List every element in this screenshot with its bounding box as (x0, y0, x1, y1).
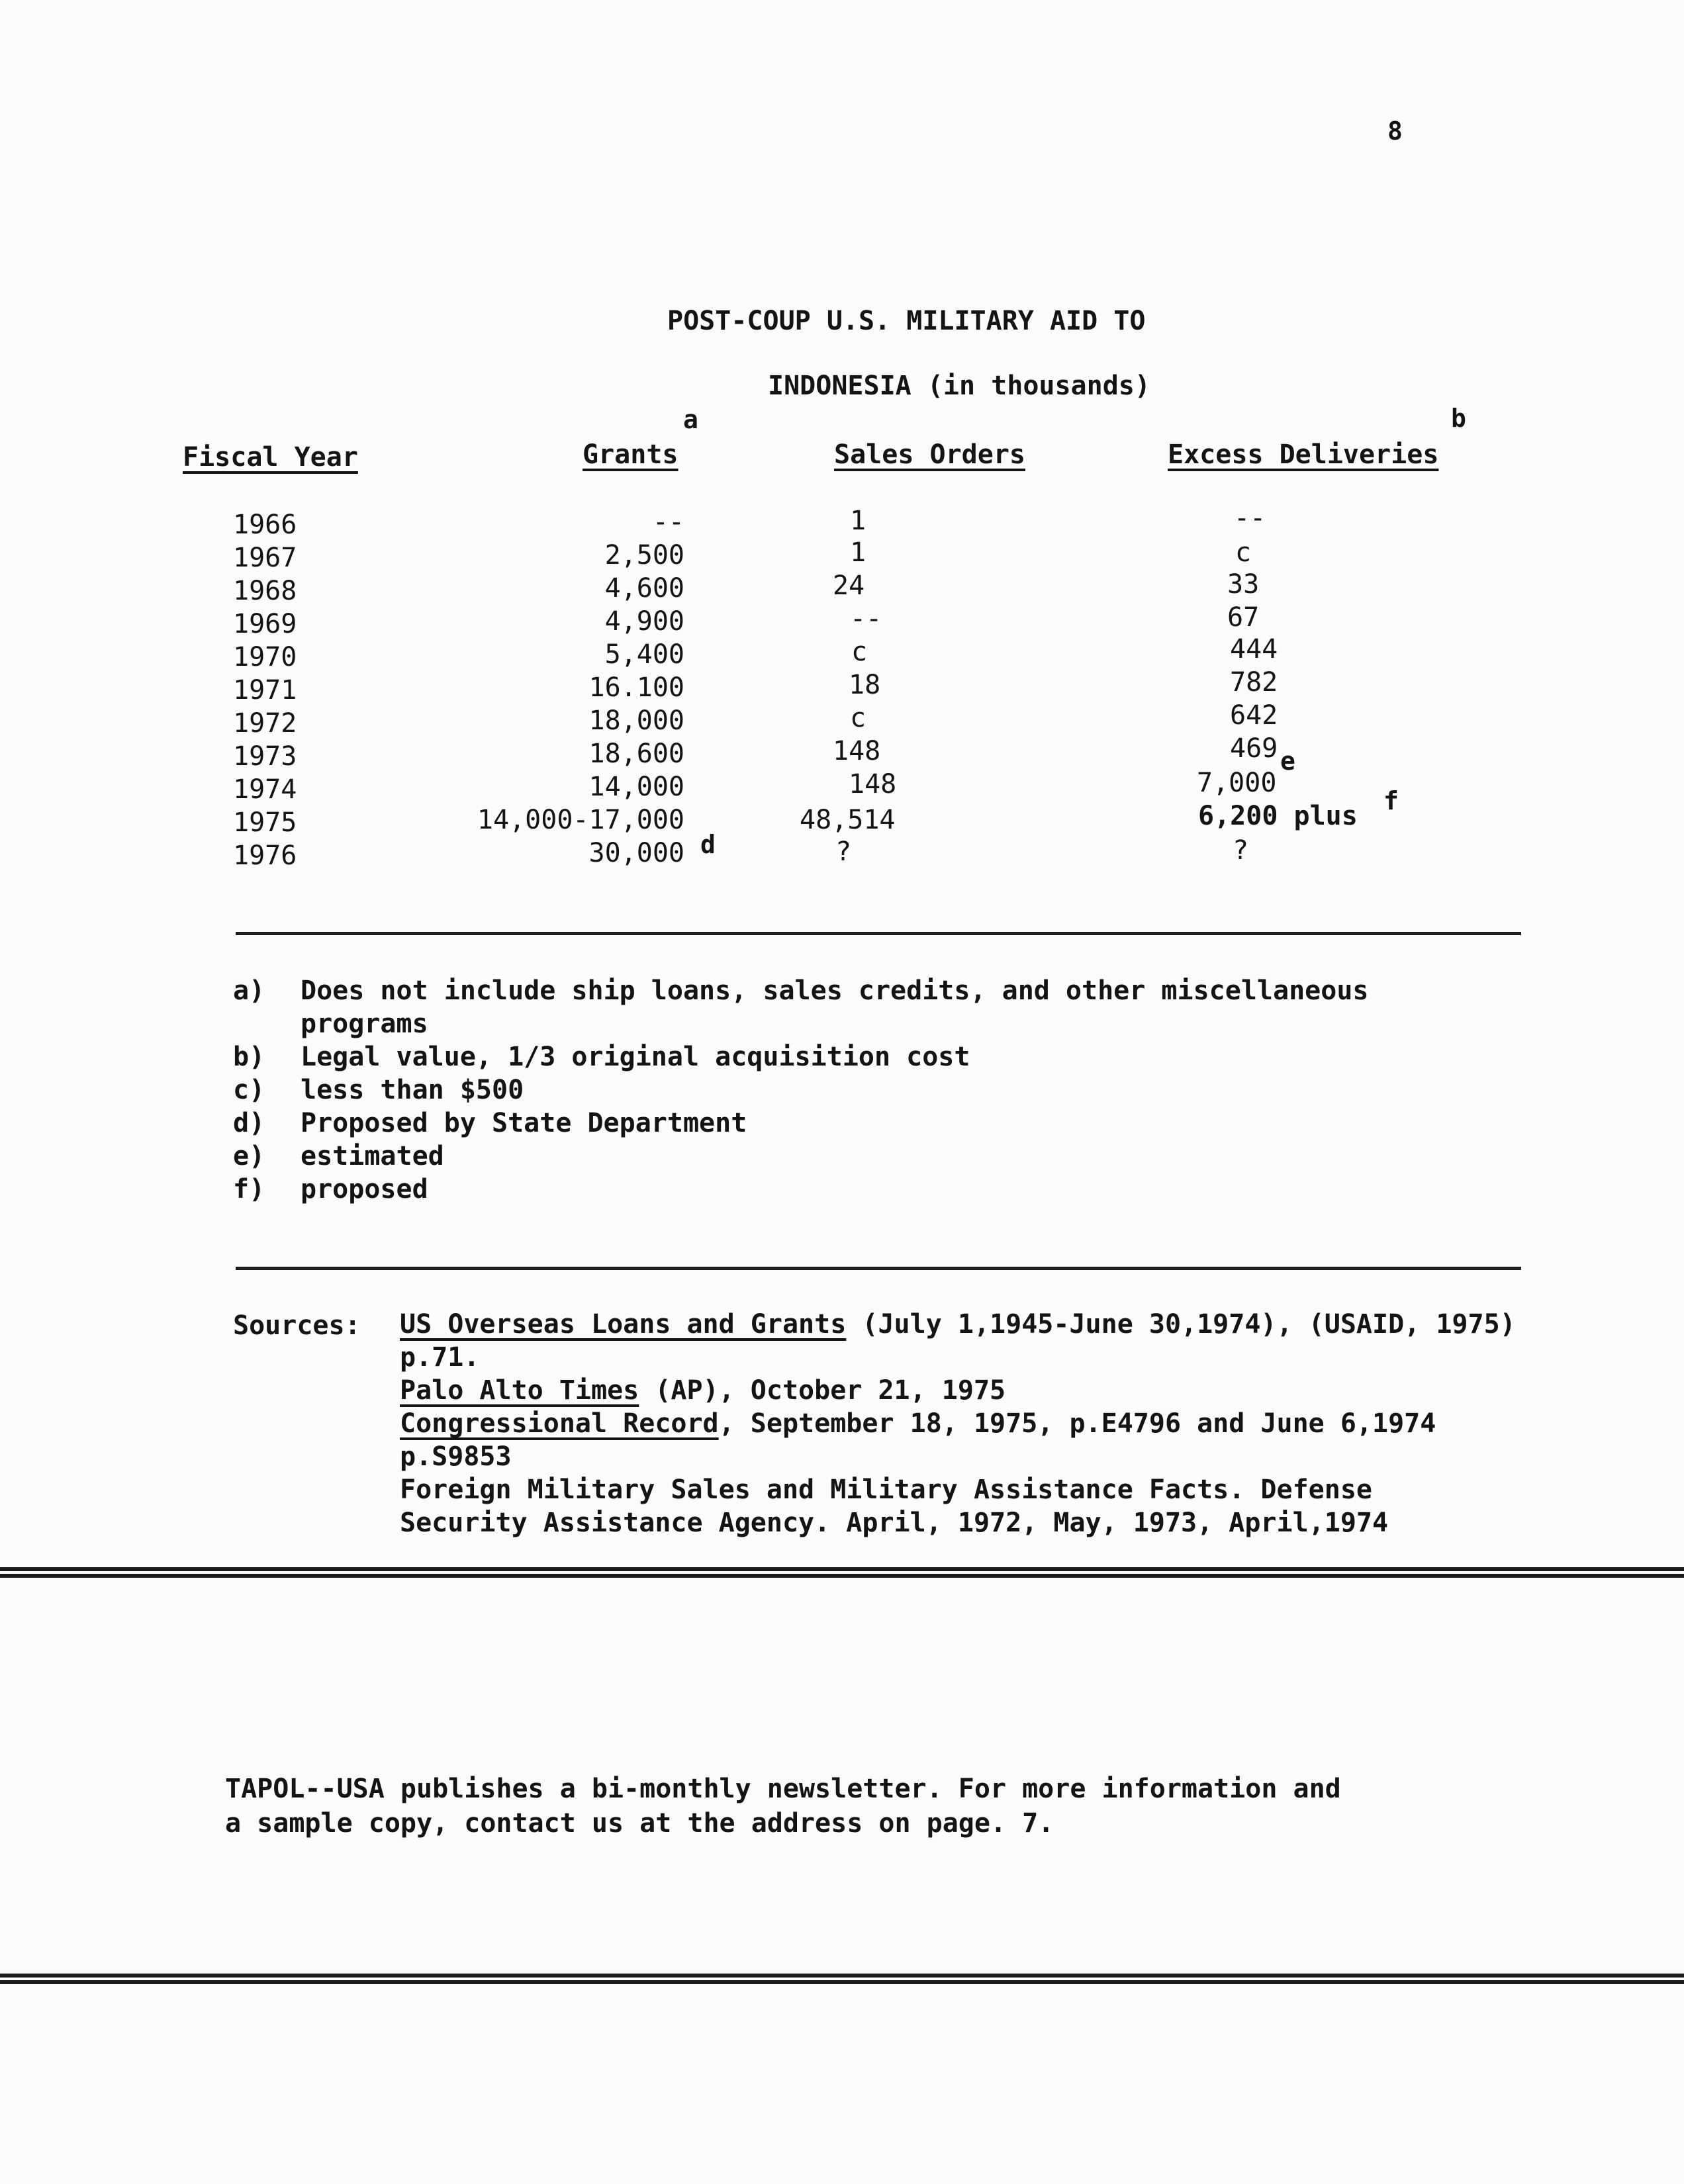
cell-sales: 1 (850, 506, 866, 536)
cell-sales: 18 (849, 670, 881, 700)
footnote-text-continued: programs (301, 1009, 428, 1039)
source-4-line-1: Foreign Military Sales and Military Assistance Facts. Defense (400, 1475, 1373, 1505)
cell-sales: 48,514 (800, 805, 896, 835)
footnote-letter: d) (233, 1108, 265, 1138)
footnote-text: estimated (301, 1141, 444, 1171)
cell-sales: ? (835, 837, 852, 867)
source-3 (400, 1408, 1436, 1439)
cell-year: 1971 (233, 675, 297, 705)
cell-excess: 33 (1227, 569, 1260, 600)
closing-line-2: a sample copy, contact us at the address on page. 7. (225, 1808, 1054, 1839)
header-fiscal-year: Fiscal Year (183, 442, 358, 473)
source-1-detail: (July 1,1945-June 30,1974), (USAID, 1975) (846, 1309, 1516, 1340)
cell-excess: c (1235, 537, 1252, 568)
cell-sales: c (850, 703, 866, 733)
source-1-line-2: p.71. (400, 1342, 480, 1373)
cell-sales: 24 (833, 570, 865, 601)
footnote-text: Legal value, 1/3 original acquisition cost (301, 1042, 970, 1072)
footnote-letter: c) (233, 1075, 265, 1105)
footnote-letter: a) (233, 976, 265, 1006)
header-sales-orders: Sales Orders (834, 439, 1025, 470)
cell-grants: 4,900 (604, 606, 684, 637)
cell-sales: -- (850, 604, 882, 634)
footnote-text: Proposed by State Department (301, 1108, 747, 1138)
double-rule-lower (0, 1974, 1684, 1984)
divider-rule-middle (236, 1267, 1521, 1270)
footnote-text: Does not include ship loans, sales credits, and other miscellaneous (301, 976, 1369, 1006)
cell-grants: -- (652, 507, 684, 537)
cell-year: 1972 (233, 708, 297, 739)
cell-excess: 782 (1230, 667, 1278, 698)
excess-footnote-e: e (1280, 747, 1295, 776)
divider-rule-top (236, 932, 1521, 935)
source-3-detail: , September 18, 1975, p.E4796 and June 6,1974 (718, 1408, 1436, 1439)
cell-grants: 5,400 (604, 639, 684, 670)
cell-grants: 4,600 (604, 573, 684, 604)
header-grants: Grants (583, 439, 678, 470)
cell-excess: 444 (1230, 634, 1278, 664)
cell-year: 1975 (233, 807, 297, 838)
cell-grants: 2,500 (604, 540, 684, 570)
source-2-detail: (AP), October 21, 1975 (639, 1375, 1006, 1406)
cell-grants: 30,000 (588, 838, 684, 868)
footnote-text: less than $500 (301, 1075, 524, 1105)
cell-excess: 642 (1230, 700, 1278, 731)
source-2 (400, 1375, 1006, 1406)
cell-excess: 7,000 (1197, 768, 1277, 798)
cell-year: 1969 (233, 609, 297, 639)
cell-year: 1968 (233, 576, 297, 606)
cell-year: 1967 (233, 543, 297, 573)
cell-grants: 16.100 (588, 672, 684, 703)
title-line-1: POST-COUP U.S. MILITARY AID TO (667, 306, 1146, 336)
page-number: 8 (1387, 116, 1403, 146)
cell-excess: 6,200 plus (1198, 801, 1358, 831)
cell-year: 1974 (233, 774, 297, 805)
cell-year: 1970 (233, 642, 297, 672)
cell-grants: 18,600 (588, 739, 684, 769)
cell-excess: 67 (1227, 602, 1260, 633)
footnote-letter: b) (233, 1042, 265, 1072)
cell-excess: 469 (1230, 733, 1278, 764)
footnote-letter: f) (233, 1174, 265, 1205)
cell-grants: 14,000 (588, 772, 684, 802)
sources-label: Sources: (233, 1310, 361, 1341)
footnote-letter: e) (233, 1141, 265, 1171)
header-excess-deliveries: Excess Deliveries (1168, 439, 1439, 470)
source-4-line-2: Security Assistance Agency. April, 1972, May, 1973, April,1974 (400, 1508, 1389, 1538)
cell-year: 1976 (233, 841, 297, 871)
grants-footnote-d: d (700, 830, 716, 859)
double-rule-upper (0, 1567, 1684, 1578)
cell-sales: c (851, 637, 868, 667)
cell-sales: 1 (850, 537, 866, 568)
excess-footnote-marker: b (1451, 404, 1466, 433)
source-2-title: Palo Alto Times (400, 1375, 639, 1406)
cell-year: 1973 (233, 741, 297, 772)
cell-sales: 148 (849, 769, 897, 799)
cell-excess: -- (1234, 503, 1266, 533)
footnote-text: proposed (301, 1174, 428, 1205)
source-1 (400, 1309, 1516, 1340)
source-3-line-2: p.S9853 (400, 1441, 512, 1472)
cell-excess: ? (1233, 835, 1249, 866)
cell-grants: 14,000-17,000 (477, 805, 684, 835)
closing-line-1: TAPOL--USA publishes a bi-monthly newsletter. For more information and (225, 1774, 1341, 1804)
source-1-title: US Overseas Loans and Grants (400, 1309, 847, 1340)
cell-grants: 18,000 (588, 705, 684, 736)
title-line-2: INDONESIA (in thousands) (768, 371, 1150, 401)
excess-footnote-f: f (1383, 786, 1399, 815)
cell-year: 1966 (233, 510, 297, 540)
cell-sales: 148 (833, 736, 881, 766)
source-3-title: Congressional Record (400, 1408, 719, 1439)
grants-footnote-marker: a (683, 405, 698, 434)
